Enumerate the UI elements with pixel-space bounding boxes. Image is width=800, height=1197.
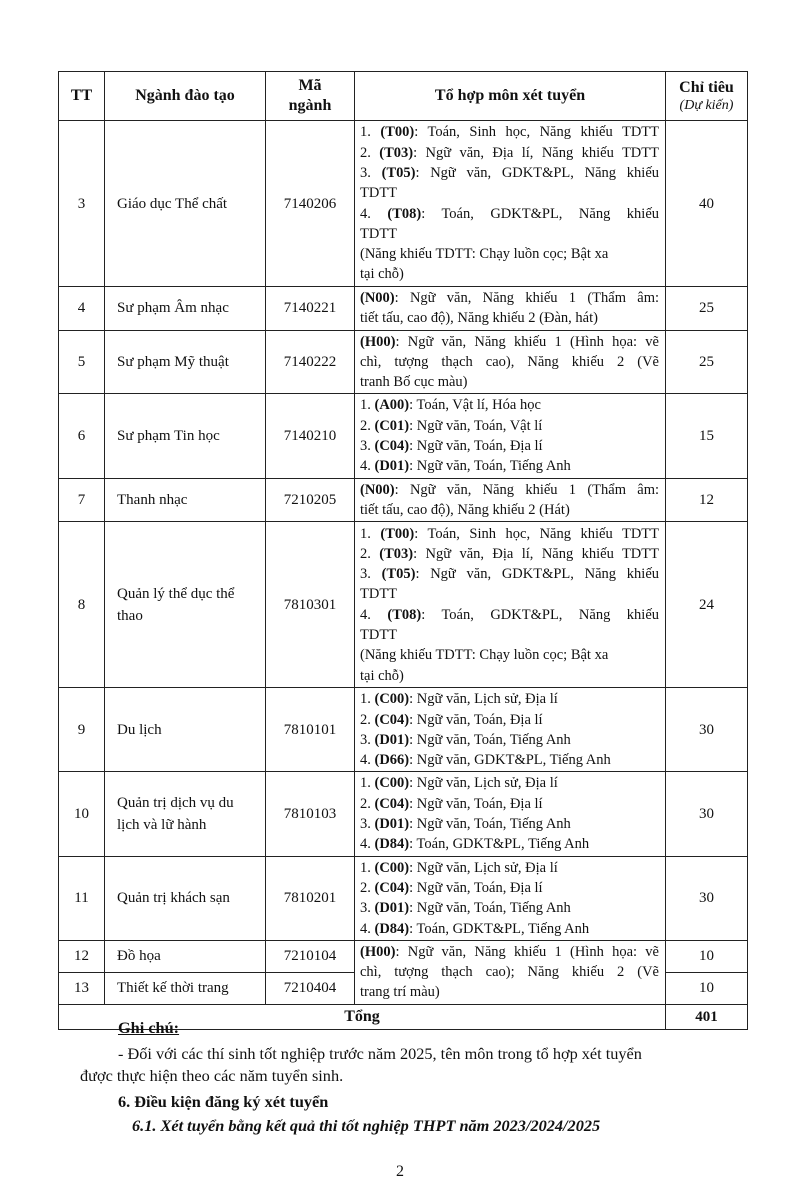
combination-line [360,456,659,476]
row-major: Đồ họa [105,940,266,972]
combination-line [360,962,659,982]
row-combination [355,478,666,522]
subject-group-code: (H00) [360,943,396,960]
total-label: Tổng [59,1004,666,1029]
line-number: 3. [360,900,375,917]
combination-line [360,919,659,939]
subject-group-code: (C00) [374,691,410,708]
combination-text: trang trí màu) [360,984,440,1001]
combination-line [360,645,659,665]
page-number: 2 [396,1163,404,1180]
combination-text: tranh Bố cục màu) [360,374,468,391]
combination-line [360,982,659,1002]
combination-line [360,794,659,814]
combination-line [360,750,659,770]
row-major: Thiết kế thời trang [105,972,266,1004]
combination-line [360,544,659,564]
combination-line [360,898,659,918]
line-number: 3. [360,164,382,181]
row-quota: 30 [666,772,748,856]
table-row [59,287,748,331]
line-number: 1. [360,397,375,414]
combination-text: : Toán, Sinh học, Năng khiếu TDTT [414,525,660,542]
row-combination [355,121,666,287]
subject-group-code: (D01) [374,816,410,833]
row-tt: 6 [59,394,105,478]
notes-line-1: - Đối với các thí sinh tốt nghiệp trước năm 2025, tên môn trong tổ hợp xét tuyển [118,1044,642,1063]
subject-group-code: (C01) [374,417,410,434]
row-major: Quản trị khách sạn [105,856,266,940]
row-code: 7210205 [266,478,355,522]
subject-group-code: (T03) [379,144,414,161]
total-value: 401 [666,1004,748,1029]
line-number: 3. [360,731,375,748]
combination-text: : Ngữ văn, Toán, Địa lí [409,795,543,812]
combination-text: : Ngữ văn, Toán, Tiếng Anh [409,900,571,917]
line-number: 1. [360,691,375,708]
subject-group-code: (D01) [374,900,410,917]
combination-text: : Ngữ văn, Lịch sử, Địa lí [409,775,558,792]
combination-text: : Ngữ văn, Toán, Tiếng Anh [409,731,571,748]
combination-text: TDTT [360,225,398,242]
line-number: 1. [360,775,375,792]
combination-text: : Ngữ văn, GDKT&PL, Năng khiếu [415,566,659,583]
row-quota: 15 [666,394,748,478]
row-combination [355,688,666,772]
row-combination [355,940,666,1004]
subject-group-code: (T05) [381,566,416,583]
combination-line [360,666,659,686]
combination-line [360,416,659,436]
row-combination [355,522,666,688]
header-tt: TT [59,72,105,121]
header-major: Ngành đào tạo [105,72,266,121]
combination-text: tại chỗ) [360,266,404,283]
row-quota: 25 [666,287,748,331]
combination-line [360,183,659,203]
row-major: Sư phạm Mỹ thuật [105,330,266,394]
combination-line [360,524,659,544]
combination-line [360,288,659,308]
header-code [266,72,355,121]
table-row [59,940,748,972]
combination-text: tiết tấu, cao độ), Năng khiếu 2 (Đàn, hát) [360,310,598,327]
combination-line [360,814,659,834]
table-row [59,688,748,772]
combination-line [360,942,659,962]
row-major: Thanh nhạc [105,478,266,522]
line-number: 2. [360,144,380,161]
row-code: 7140210 [266,394,355,478]
table-row [59,121,748,287]
combination-text: : Toán, Sinh học, Năng khiếu TDTT [414,124,660,141]
combination-text: : Ngữ văn, Năng khiếu 1 (Thẩm âm: [394,290,659,306]
header-quota-sub: (Dự kiến) [679,98,734,113]
header-quota [666,72,748,121]
header-code-line2: ngành [288,97,332,114]
line-number: 4. [360,752,375,769]
subject-group-code: (N00) [360,481,395,498]
combination-text: : Ngữ văn, Toán, Địa lí [409,879,543,896]
row-code: 7210104 [266,940,355,972]
line-number: 1. [360,525,381,542]
line-number: 3. [360,438,375,455]
notes-line-2: được thực hiện theo các năm tuyển sinh. [80,1066,344,1085]
subject-group-code: (C04) [374,879,410,896]
line-number: 2. [360,545,380,562]
row-major: Sư phạm Âm nhạc [105,287,266,331]
section-6-heading: 6. Điều kiện đăng ký xét tuyển [118,1092,329,1111]
combination-line [360,143,659,163]
combination-text: : Toán, Vật lí, Hóa học [409,397,541,414]
row-quota: 10 [666,972,748,1004]
combination-text: : Ngữ văn, Năng khiếu 1 (Thẩm âm: [394,481,659,498]
row-tt: 5 [59,330,105,394]
combination-text: tại chỗ) [360,667,404,684]
row-code: 7140222 [266,330,355,394]
table-row [59,478,748,522]
combination-line [360,625,659,645]
line-number: 2. [360,711,375,728]
row-tt: 8 [59,522,105,688]
combination-text: : Ngữ văn, Năng khiếu 1 (Hình họa: vẽ [395,333,659,350]
line-number: 4. [360,205,388,222]
row-tt: 11 [59,856,105,940]
combination-text: : Ngữ văn, Toán, Tiếng Anh [409,816,571,833]
combination-text: : Toán, GDKT&PL, Tiếng Anh [409,836,590,853]
row-code: 7810101 [266,688,355,772]
combination-text: (Năng khiếu TDTT: Chạy luồn cọc; Bật xa [360,647,609,664]
combination-text: chì, tượng thạch cao); Năng khiếu 2 (Vẽ [360,964,659,981]
row-major: Giáo dục Thể chất [105,121,266,287]
line-number: 4. [360,920,375,937]
subject-group-code: (D01) [374,458,410,475]
row-tt: 13 [59,972,105,1004]
combination-text: (Năng khiếu TDTT: Chạy luồn cọc; Bật xa [360,246,609,263]
row-major: Du lịch [105,688,266,772]
combination-line [360,264,659,284]
combination-text: : Ngữ văn, Địa lí, Năng khiếu TDTT [413,144,659,161]
line-number: 4. [360,458,375,475]
subject-group-code: (D66) [374,752,410,769]
subject-group-code: (D84) [374,920,410,937]
combination-line [360,878,659,898]
combination-line [360,834,659,854]
row-tt: 9 [59,688,105,772]
subject-group-code: (D01) [374,731,410,748]
combination-line [360,244,659,264]
table-row [59,856,748,940]
subject-group-code: (C00) [374,775,410,792]
table-row [59,330,748,394]
combination-text: : Toán, GDKT&PL, Tiếng Anh [409,920,590,937]
row-quota: 40 [666,121,748,287]
row-combination [355,330,666,394]
row-combination [355,287,666,331]
combination-line [360,564,659,584]
table-body [59,121,748,1030]
subject-group-code: (C04) [374,711,410,728]
combination-line [360,730,659,750]
row-code: 7210404 [266,972,355,1004]
combination-line [360,395,659,415]
combination-line [360,858,659,878]
header-code-line1: Mã [298,77,322,94]
combination-text: : Ngữ văn, Địa lí, Năng khiếu TDTT [413,545,659,562]
combination-text: TDTT [360,185,398,202]
combination-text: chì, tượng thạch cao), Năng khiếu 2 (Vẽ [360,353,659,370]
row-quota: 12 [666,478,748,522]
line-number: 2. [360,879,375,896]
subject-group-code: (H00) [360,333,396,350]
combination-text: : Toán, GDKT&PL, Năng khiếu [421,205,660,222]
subject-group-code: (T00) [380,124,415,141]
section-6-1-heading: 6.1. Xét tuyển bằng kết quả thi tốt nghiệp THPT năm 2023/2024/2025 [132,1116,601,1135]
row-code: 7810201 [266,856,355,940]
row-tt: 7 [59,478,105,522]
combination-text: : Ngữ văn, GDKT&PL, Năng khiếu [415,164,659,181]
header-combination: Tổ hợp môn xét tuyển [355,72,666,121]
combination-text: : Ngữ văn, Lịch sử, Địa lí [409,691,558,708]
row-code: 7140221 [266,287,355,331]
combination-text: : Toán, GDKT&PL, Năng khiếu [421,606,660,623]
row-tt: 12 [59,940,105,972]
combination-line [360,500,659,520]
row-code: 7810103 [266,772,355,856]
header-quota-label: Chỉ tiêu [679,79,734,96]
subject-group-code: (C00) [374,859,410,876]
combination-text: TDTT [360,586,398,603]
combination-text: : Ngữ văn, Toán, Địa lí [409,438,543,455]
line-number: 4. [360,836,375,853]
subject-group-code: (T08) [387,205,422,222]
combination-line [360,163,659,183]
combination-text: tiết tấu, cao độ), Năng khiếu 2 (Hát) [360,501,570,518]
line-number: 2. [360,417,375,434]
combination-text: : Ngữ văn, Toán, Tiếng Anh [409,458,571,475]
line-number: 1. [360,859,375,876]
combination-line [360,480,659,500]
combination-text: TDTT [360,627,398,644]
combination-line [360,689,659,709]
line-number: 1. [360,124,381,141]
row-quota: 30 [666,688,748,772]
combination-text: : Ngữ văn, Toán, Địa lí [409,711,543,728]
row-quota: 24 [666,522,748,688]
line-number: 4. [360,606,388,623]
table-row [59,522,748,688]
row-quota: 25 [666,330,748,394]
combination-text: : Ngữ văn, Năng khiếu 1 (Hình họa: vẽ [395,943,659,960]
subject-group-code: (T03) [379,545,414,562]
row-tt: 10 [59,772,105,856]
combination-text: : Ngữ văn, Lịch sử, Địa lí [409,859,558,876]
table-row [59,772,748,856]
subject-group-code: (T08) [387,606,422,623]
row-major: Quản trị dịch vụ du lịch và lữ hành [105,772,266,856]
row-code: 7140206 [266,121,355,287]
combination-line [360,584,659,604]
row-tt: 4 [59,287,105,331]
combination-text: : Ngữ văn, Toán, Vật lí [409,417,543,434]
row-quota: 30 [666,856,748,940]
admissions-table [58,71,748,1030]
subject-group-code: (D84) [374,836,410,853]
row-combination [355,856,666,940]
combination-line [360,372,659,392]
combination-line [360,204,659,224]
line-number: 3. [360,816,375,833]
row-combination [355,772,666,856]
combination-line [360,605,659,625]
row-code: 7810301 [266,522,355,688]
row-tt: 3 [59,121,105,287]
combination-line [360,436,659,456]
combination-line [360,773,659,793]
combination-line [360,710,659,730]
combination-line [360,332,659,352]
combination-line [360,352,659,372]
notes-title: Ghi chú: [118,1018,180,1037]
row-quota: 10 [666,940,748,972]
table-header-row [59,72,748,121]
combination-line [360,122,659,142]
combination-text: : Ngữ văn, GDKT&PL, Tiếng Anh [409,752,611,769]
row-major: Sư phạm Tin học [105,394,266,478]
table-row [59,394,748,478]
subject-group-code: (C04) [374,795,410,812]
subject-group-code: (A00) [374,397,410,414]
subject-group-code: (C04) [374,438,410,455]
subject-group-code: (N00) [360,290,395,306]
row-major: Quản lý thể dục thể thao [105,522,266,688]
subject-group-code: (T05) [381,164,416,181]
subject-group-code: (T00) [380,525,415,542]
row-combination [355,394,666,478]
combination-line [360,224,659,244]
line-number: 3. [360,566,382,583]
combination-line [360,308,659,328]
line-number: 2. [360,795,375,812]
